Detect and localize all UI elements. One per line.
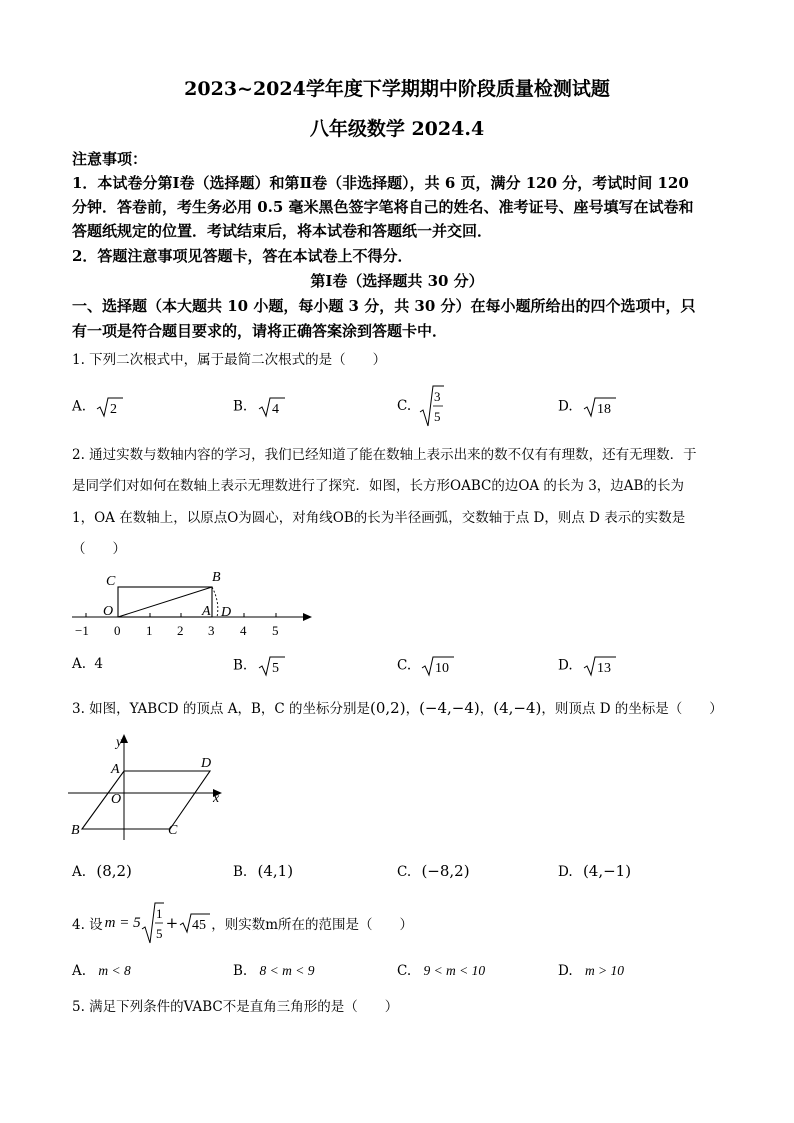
q3-stem-part: 3. 如图， (72, 701, 130, 717)
plus-sign: + (165, 914, 179, 932)
point-label-o: O (103, 604, 114, 619)
notes-line-1a: 1．本试卷分第Ⅰ卷（选择题）和第Ⅱ卷（非选择题），共 6 页，满分 120 分，考试时间 120 (72, 174, 689, 192)
radicand: 4 (271, 402, 279, 417)
parallelogram-symbol: Y (129, 701, 138, 717)
option-label: B. (233, 398, 248, 415)
q2-line-3: 1，OA 在数轴上，以原点O为圆心，对角线OB的长为半径画弧，交数轴于点 D，则点 D 表示的实数是 (72, 510, 686, 526)
tick-label: 1 (146, 623, 153, 638)
q1-option-b[interactable] (233, 396, 286, 418)
coordinate-b: (−4,−4) (419, 699, 480, 717)
fraction-numerator: 3 (434, 389, 441, 404)
tick-label: 5 (272, 623, 279, 638)
q3-option-b[interactable] (233, 862, 293, 880)
option-label: B. (233, 657, 248, 674)
option-value: (4,1) (257, 862, 294, 880)
sqrt-symbol (96, 396, 124, 418)
fraction-denominator: 5 (155, 926, 163, 941)
radicand: 2 (110, 402, 118, 417)
fraction-numerator: 1 (155, 906, 163, 921)
option-label: C. (397, 963, 412, 979)
exam-title: 2023~2024学年度下学期期中阶段质量检测试题 (184, 78, 610, 100)
option-label: C. (397, 864, 412, 880)
q2-option-d[interactable] (558, 655, 617, 677)
point-label-a: A (111, 762, 120, 777)
sqrt-symbol (258, 655, 286, 677)
coordinate-c: (4,−4) (493, 699, 542, 717)
point-label-o: O (111, 792, 122, 807)
diagonal-ob (118, 587, 212, 617)
point-label-c: C (106, 574, 116, 589)
sqrt-symbol (258, 396, 286, 418)
q3-option-a[interactable] (72, 862, 132, 880)
option-label: B. (233, 963, 248, 979)
axis-label-y: y (116, 735, 123, 750)
option-value: (4,−1) (582, 862, 632, 880)
q2-option-a[interactable] (72, 656, 103, 672)
q1-stem: 1. 下列二次根式中，属于最简二次根式的是（ ） (72, 352, 387, 368)
q3-option-c[interactable] (397, 862, 470, 880)
q3-option-d[interactable] (558, 862, 631, 880)
separator: ， (479, 701, 494, 717)
option-label: D. (558, 657, 573, 674)
option-value: m > 10 (584, 963, 625, 978)
arc-od (212, 587, 218, 617)
point-label-b: B (212, 570, 221, 585)
section-intro-b: 有一项是符合题目要求的，请将正确答案涂到答题卡中． (72, 322, 448, 340)
q4-option-a[interactable] (72, 963, 131, 979)
parallelogram-abcd (82, 771, 210, 829)
tick-label: 2 (177, 623, 184, 638)
sqrt-fraction-symbol (419, 384, 445, 428)
q2-line-1: 2. 通过实数与数轴内容的学习，我们已经知道了能在数轴上表示出来的数不仅有有理数，还有无理数．于 (72, 447, 697, 463)
option-label: B. (233, 864, 248, 880)
option-label: C. (397, 398, 412, 414)
q5-stem: 5. 满足下列条件的VABC不是直角三角形的是（ ） (72, 999, 399, 1015)
math-expression: m = 5 (104, 914, 141, 931)
option-label: A. (72, 963, 87, 979)
option-label: A. (72, 656, 87, 672)
q2-line-4: （ ） (72, 541, 126, 557)
option-value: (−8,2) (421, 862, 470, 880)
q3-stem-part: ABCD 的顶点 A，B，C 的坐标分别是 (137, 701, 370, 717)
q2-number-line-figure (70, 565, 320, 643)
q3-stem (72, 697, 723, 717)
notes-line-1b: 分钟．答卷前，考生务必用 0.5 毫米黑色签字笔将自己的姓名、准考证号、座号填写在试卷和 (72, 198, 694, 216)
q2-option-c[interactable] (397, 655, 455, 677)
radicand: 13 (596, 661, 611, 676)
point-label-a: A (202, 604, 211, 619)
sqrt-symbol (421, 655, 455, 677)
q3-coordinate-figure (66, 728, 236, 840)
tick-label: 3 (208, 623, 215, 638)
q1-option-d[interactable] (558, 396, 617, 418)
axis-label-x: x (213, 791, 220, 806)
option-value: (8,2) (96, 862, 132, 880)
radicand: 10 (435, 661, 450, 676)
coordinate-a: (0,2) (370, 699, 406, 717)
radicand: 5 (271, 661, 279, 676)
sqrt-fraction-symbol (141, 901, 165, 945)
fraction-denominator: 5 (434, 409, 441, 424)
q1-option-c[interactable] (397, 384, 445, 428)
sqrt-symbol (179, 912, 211, 934)
exam-subtitle: 八年级数学 2024.4 (309, 118, 485, 140)
tick-label: 4 (240, 623, 247, 638)
axis-arrow-icon (303, 613, 312, 621)
radicand: 45 (192, 918, 207, 933)
option-label: D. (558, 398, 573, 415)
point-label-c: C (168, 823, 178, 838)
option-label: A. (72, 398, 87, 415)
section-title: 第Ⅰ卷（选择题共 30 分） (310, 272, 484, 290)
point-label-d: D (221, 605, 232, 620)
q4-option-b[interactable] (233, 963, 315, 979)
option-label: D. (558, 963, 573, 979)
notes-heading: 注意事项： (72, 150, 148, 168)
section-intro-a: 一、选择题（本大题共 10 小题，每小题 3 分，共 30 分）在每小题所给出的四个选项中，只 (72, 297, 696, 315)
option-value: 9 < m < 10 (423, 963, 486, 978)
option-label: C. (397, 657, 412, 674)
q4-option-d[interactable] (558, 963, 624, 979)
option-label: A. (72, 864, 87, 880)
tick-label: −1 (75, 623, 89, 638)
notes-line-2: 2．答题注意事项见答题卡，答在本试卷上不得分． (72, 247, 413, 265)
q4-option-c[interactable] (397, 963, 485, 979)
radicand: 18 (596, 402, 611, 417)
tick-label: 0 (114, 623, 121, 638)
option-value: 4 (94, 656, 103, 672)
q2-line-2: 是同学们对如何在数轴上表示无理数进行了探究．如图，长方形OABC的边OA 的长为 3，边AB的长为 (72, 478, 684, 494)
q2-option-b[interactable] (233, 655, 286, 677)
notes-line-1c: 答题纸规定的位置．考试结束后，将本试卷和答题纸一并交回． (72, 222, 493, 240)
point-label-d: D (201, 756, 212, 771)
q3-stem-part: ，则顶点 D 的坐标是（ ） (541, 701, 723, 717)
option-value: m < 8 (98, 963, 131, 978)
separator: ， (405, 701, 420, 717)
q1-option-a[interactable] (72, 396, 124, 418)
option-value: 8 < m < 9 (259, 963, 315, 978)
q4-stem-part: ，则实数m所在的范围是（ ） (211, 917, 414, 933)
sqrt-symbol (583, 396, 617, 418)
option-label: D. (558, 864, 573, 880)
point-label-b: B (71, 823, 80, 838)
sqrt-symbol (583, 655, 617, 677)
q4-stem (72, 900, 413, 946)
q4-stem-part: 4. 设 (72, 917, 103, 933)
